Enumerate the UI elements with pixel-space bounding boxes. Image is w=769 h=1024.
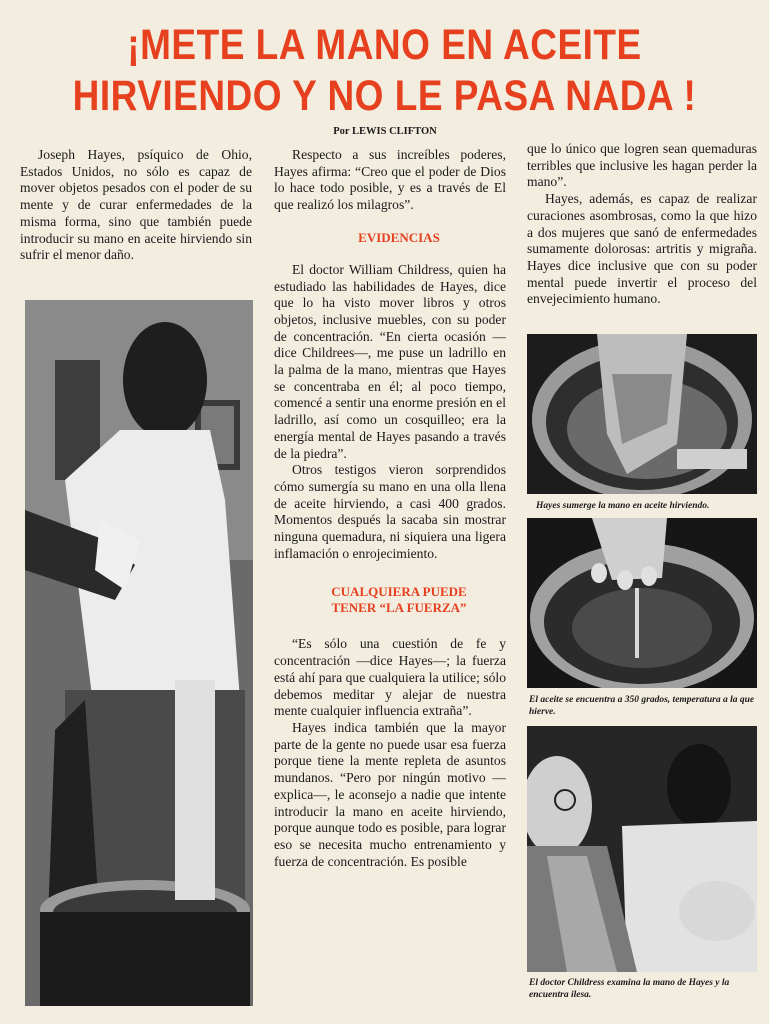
subhead-cualquiera-line-1: CUALQUIERA PUEDE (331, 584, 467, 600)
paragraph: “Es sólo una cuestión de fe y concentración —dice Hayes—; la fuerza está ahí para que cualquiera la utilice; sólo debemos meditar y alejar de nuestra mente cualquier influencia extraña”. (274, 636, 506, 719)
photo-oil-boiling (527, 518, 757, 688)
paragraph: que lo único que logren sean quemaduras terribles que inclusive les hagan perder la mano”. (527, 141, 757, 190)
byline: Por LEWIS CLIFTON (333, 126, 437, 137)
paragraph: Otros testigos vieron sorprendidos cómo sumergía su mano en una olla llena de aceite hirviendo, a casi 400 grados. Momentos después la sacaba sin mostrar ninguna quemadura, ni siquiera una ligera inflamación o enrojecimiento. (274, 462, 506, 561)
paragraph: Joseph Hayes, psíquico de Ohio, Estados Unidos, no sólo es capaz de mover objetos pesados con el poder de su mente y de curar enfermedades de la misma forma, sino que también puede introducir su mano en aceite hirviendo sin sufrir el menor daño. (20, 147, 252, 263)
headline-line-1: ¡METE LA MANO EN ACEITE (127, 20, 642, 69)
paragraph: Hayes indica también que la mayor parte de la gente no puede usar esa fuerza porque tiene la mente repleta de asuntos mundanos. “Pero por ningún motivo —explica—, le aconsejo a nadie que intente introducir la mano en aceite hirviendo, porque aunque todo es posible, para lograr eso se necesita mucho entrenamiento y fuerza de concentración. Es posible (274, 719, 506, 869)
column-3-text (527, 141, 757, 308)
headline-line-2: HIRVIENDO Y NO LE PASA NADA ! (72, 71, 697, 119)
photo-oil-boiling-image (527, 518, 757, 688)
photo-childress-exam (527, 726, 757, 972)
subhead-evidencias: EVIDENCIAS (358, 229, 440, 245)
caption-photo-2: Hayes sumerge la mano en aceite hirviendo. (536, 501, 710, 511)
photo-hayes-main-image (25, 300, 253, 1006)
column-2-text (274, 147, 506, 870)
paragraph: El doctor William Childress, quien ha estudiado las habilidades de Hayes, dice que lo ha visto mover libros y otros objetos, inclusive muebles, con su poder de concentración. “En cierta ocasión —dice Childrees—, me puse un ladrillo en la palma de la mano, mientras que Hayes se concentraba en él; al poco tiempo, comencé a sentir una enorme presión en el ladrillo, así como un cosquilleo; era la energía mental de Hayes pasando a través de la piedra”. (274, 261, 506, 461)
column-1-text (20, 147, 252, 264)
caption-photo-3: El aceite se encuentra a 350 grados, temperatura a la que hierve. (529, 695, 755, 717)
caption-photo-4: El doctor Childress examina la mano de Hayes y la encuentra ilesa. (529, 978, 730, 1000)
paragraph: Hayes, además, es capaz de realizar curaciones asombrosas, como la que hizo a dos mujeres que sanó de enfermedades sumamente dolorosas: artritis y migraña. Hayes dice inclusive que con su poder mental puede invertir el proceso del envejecimiento humano. (527, 191, 757, 307)
subhead-cualquiera-line-2: TENER “LA FUERZA” (331, 600, 467, 616)
photo-childress-exam-image (527, 726, 757, 972)
photo-hand-in-pot-image (527, 334, 757, 494)
photo-hand-in-pot (527, 334, 757, 494)
paragraph: Respecto a sus increíbles poderes, Hayes afirma: “Creo que el poder de Dios lo hace todo posible, y es a través de El que realizó los milagros”. (274, 147, 506, 213)
photo-hayes-main (25, 300, 253, 1006)
